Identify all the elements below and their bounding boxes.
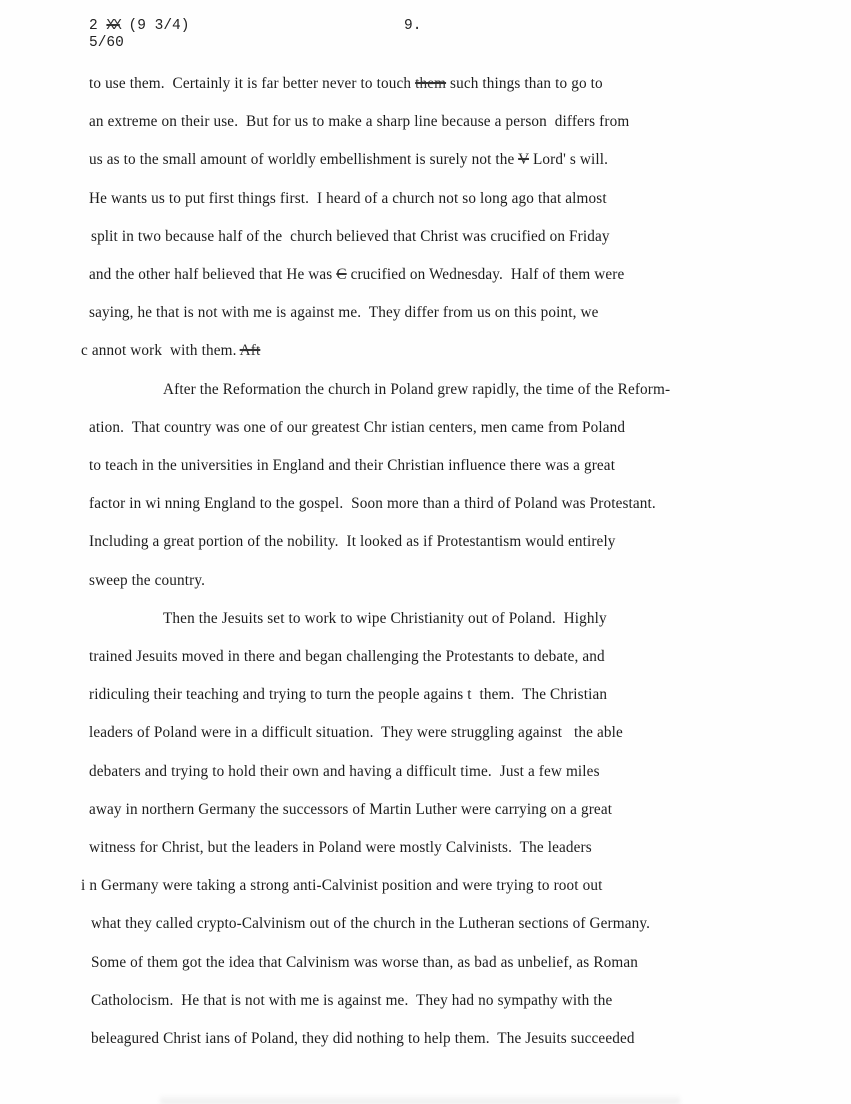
text-run: us as to the small amount of worldly embellishment is surely not the [89,150,519,169]
text-run: He wants us to put first things first. I heard of a church not so long ago that almost [89,188,607,207]
text-run: Including a great portion of the nobility. It looked as if Protestantism would entirely [89,532,616,551]
text-line [89,456,615,475]
text-line [89,303,599,322]
text-run: split in two because half of the church believed that Christ was crucified on Friday [91,226,610,245]
text-run: c annot work with them. [81,341,240,360]
text-run: debaters and trying to hold their own and having a difficult time. Just a few miles [89,761,600,780]
text-line [89,838,592,857]
text-run: trained Jesuits moved in there and began challenging the Protestants to debate, and [89,647,605,665]
text-run: to use them. Certainly it is far better never to touch [89,74,416,92]
text-run: leaders of Poland were in a difficult situation. They were struggling against the able [89,723,623,742]
text-line [89,265,624,284]
text-line [91,953,638,972]
text-run: away in northern Germany the successors of Martin Luther were carrying on a great [89,799,613,818]
text-run: witness for Christ, but the leaders in Poland were mostly Calvinists. The leaders [89,838,592,856]
text-line [89,189,607,208]
struck-text: Aft [239,341,261,360]
header-line-1 [89,18,189,35]
text-line [163,609,607,628]
text-run: and the other half believed that He was [89,265,337,283]
text-line [89,74,603,93]
text-run: crucified on Wednesday. Half of them were [346,265,625,283]
scan-edge-shadow [160,1094,680,1104]
text-line [81,876,602,895]
text-run: Lord' s will. [528,150,609,169]
text-line [89,418,625,437]
text-line [89,685,607,704]
header-annotation [89,18,189,52]
text-run: beleagured Christ ians of Poland, they did nothing to help them. The Jesuits succeeded [91,1029,635,1047]
text-line [89,532,616,551]
text-line [91,227,610,246]
text-run: ridiculing their teaching and trying to turn the people agains t them. The Christian [89,685,608,704]
text-line [91,1029,635,1048]
header-suffix: (9 3/4) [119,18,190,34]
text-run: ation. That country was one of our greatest Chr istian centers, men came from Poland [89,417,626,436]
struck-text: them [415,74,447,92]
text-run: to teach in the universities in England and their Christian influence there was a great [89,456,616,474]
text-run: sweep the country. [89,570,206,589]
text-line [89,494,656,513]
header-struck-mark: XX [106,18,120,34]
text-line [89,800,612,819]
text-run: Catholocism. He that is not with me is against me. They had no sympathy with the [91,990,613,1009]
text-line [89,723,623,742]
header-prefix: 2 [89,18,107,34]
text-line [163,380,670,399]
text-run: saying, he that is not with me is against me. They differ from us on this point, we [89,303,599,322]
struck-text: C [336,265,347,283]
text-run: what they called crypto-Calvinism out of the church in the Lutheran sections of Germany. [91,914,651,933]
struck-text: V [518,150,529,169]
text-line [81,341,260,360]
text-run: factor in wi nning England to the gospel. Soon more than a third of Poland was Protestant. [89,494,656,513]
text-run: Then the Jesuits set to work to wipe Christianity out of Poland. Highly [163,608,607,627]
text-run: such things than to go to [446,74,603,92]
text-line [89,112,629,131]
text-line [91,991,612,1010]
text-line [89,150,608,169]
text-run: i n Germany were taking a strong anti-Calvinist position and were trying to root out [81,876,603,895]
text-line [89,762,600,781]
text-line [89,647,605,666]
header-line-2: 5/60 [89,35,124,51]
page-number: 9. [404,18,422,34]
text-run: an extreme on their use. But for us to make a sharp line because a person differs from [89,112,630,131]
text-line [89,571,205,590]
text-run: After the Reformation the church in Poland grew rapidly, the time of the Reform- [163,379,671,398]
text-line [91,914,650,933]
text-run: Some of them got the idea that Calvinism was worse than, as bad as unbelief, as Roman [91,952,638,971]
